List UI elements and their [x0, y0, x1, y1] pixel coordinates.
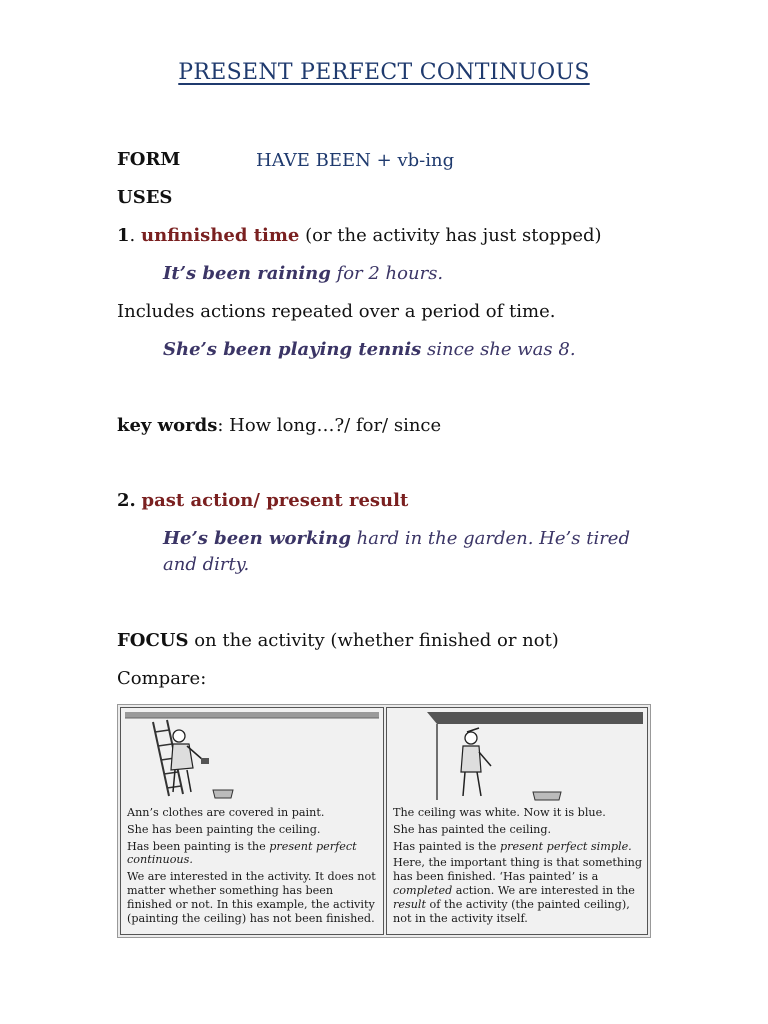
use2-example	[163, 527, 630, 551]
caption-simple-line4-c: action. We are interested in the	[452, 883, 635, 897]
key-words-label: key words	[117, 415, 218, 436]
painter-finished-illustration	[387, 708, 647, 806]
use1-note: (or the activity has just stopped)	[305, 225, 602, 246]
caption-continuous-line4: We are interested in the activity. It does not matter whether something has been finished or not. In this example, the activity (painting the ceiling) has not been finished.	[127, 870, 376, 925]
focus-line	[117, 629, 559, 653]
use1-number: 1	[117, 225, 130, 246]
use1-example1	[163, 262, 443, 286]
form-label: FORM	[117, 149, 181, 170]
focus-label: FOCUS	[117, 630, 189, 651]
use2-example-rest-1: hard in the garden. He’s tired	[356, 528, 630, 549]
use2-heading: past action/ present result	[141, 490, 409, 511]
key-words-line	[117, 414, 441, 438]
use2-line	[117, 489, 408, 513]
caption-continuous-line3-a: Has been painting is the	[127, 839, 270, 853]
use1-includes: Includes actions repeated over a period of time.	[117, 301, 556, 322]
figure-panel-simple	[386, 707, 648, 935]
caption-simple-line4-e: of the activity (the painted ceiling), not in the activity itself.	[393, 897, 630, 925]
use1-example2-rest: since she was 8.	[427, 339, 576, 360]
caption-continuous-line3	[127, 840, 379, 868]
use1-sep: .	[129, 225, 136, 246]
use2-example-bold: He’s been working	[163, 528, 351, 549]
caption-simple-line4-a: Here, the important thing is that something has been finished. ‘Has painted’ is a	[393, 856, 643, 884]
caption-continuous-line1: Ann’s clothes are covered in paint.	[127, 806, 325, 819]
use1-heading: unfinished time	[141, 225, 300, 246]
caption-continuous-line3-b: present perfect continuous.	[127, 839, 357, 867]
compare-label: Compare:	[117, 668, 207, 689]
caption-simple	[393, 806, 643, 928]
use1-example1-rest: for 2 hours.	[336, 263, 444, 284]
use1-example2-bold: She’s been playing tennis	[163, 339, 422, 360]
caption-simple-line4-d: result	[393, 897, 426, 911]
caption-continuous-line2: She has been painting the ceiling.	[127, 822, 321, 836]
caption-simple-line3	[393, 840, 643, 854]
comparison-figure	[117, 704, 651, 938]
caption-simple-line2: She has painted the ceiling.	[393, 822, 552, 836]
caption-simple-line4-b: completed	[393, 883, 453, 897]
use1-example2	[163, 338, 576, 362]
page-title: PRESENT PERFECT CONTINUOUS	[178, 60, 590, 85]
caption-simple-line3-b: present perfect simple.	[499, 839, 632, 853]
use2-number: 2.	[117, 490, 136, 511]
caption-simple-line1: The ceiling was white. Now it is blue.	[393, 806, 606, 819]
caption-simple-line3-a: Has painted is the	[393, 839, 500, 853]
use2-example-rest-2: and dirty.	[163, 554, 250, 575]
uses-heading: USES	[117, 187, 173, 208]
use1-line	[117, 224, 602, 248]
painter-on-ladder-illustration	[121, 708, 383, 806]
use1-example1-bold: It’s been raining	[163, 263, 331, 284]
focus-text: on the activity (whether finished or not)	[194, 630, 559, 651]
form-value: HAVE BEEN + vb-ing	[256, 150, 455, 171]
key-words-text: : How long…?/ for/ since	[217, 415, 442, 436]
caption-continuous	[127, 806, 379, 928]
caption-simple-line4	[393, 856, 643, 925]
figure-panel-continuous	[120, 707, 384, 935]
